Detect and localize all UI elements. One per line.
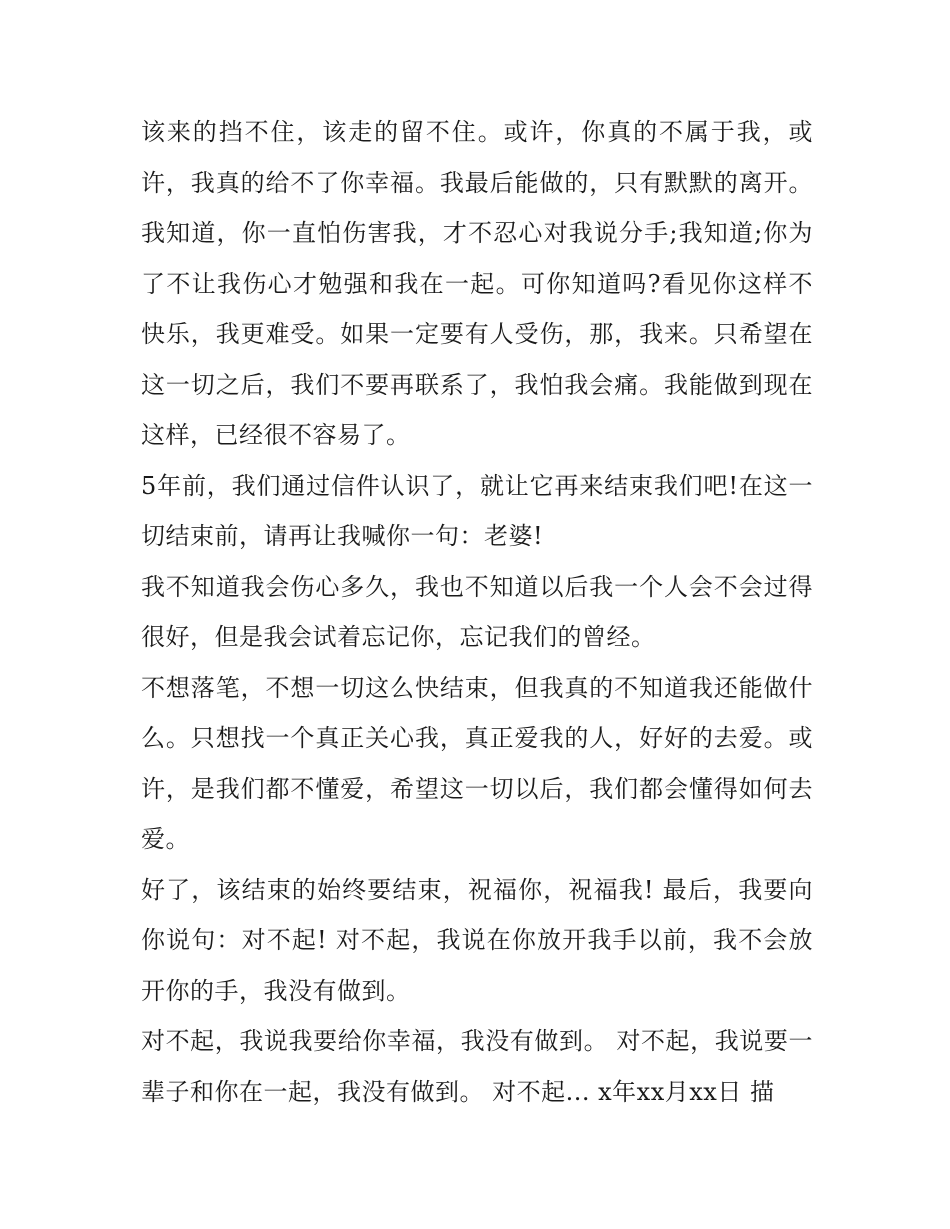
paragraph-3: 我不知道我会伤心多久，我也不知道以后我一个人会不会过得很好，但是我会试着忘记你，忘记我们的曾经。 bbox=[141, 572, 813, 651]
paragraph-2: 5年前，我们通过信件认识了，就让它再来结束我们吧!在这一切结束前，请再让我喊你一句：老婆! bbox=[141, 471, 813, 550]
paragraph-5: 好了，该结束的始终要结束，祝福你，祝福我! 最后，我要向你说句：对不起! 对不起，我说在你放开我手以前，我不会放开你的手，我没有做到。 bbox=[141, 875, 813, 1005]
paragraph-1: 该来的挡不住，该走的留不住。或许，你真的不属于我，或许，我真的给不了你幸福。我最后能做的，只有默默的离开。我知道，你一直怕伤害我，才不忍心对我说分手;我知道;你为了不让我伤心才勉强和我在一起。可你知道吗?看见你这样不快乐，我更难受。如果一定要有人受伤，那，我来。只希望在这一切之后，我们不要再联系了，我怕我会痛。我能做到现在这样，已经很不容易了。 bbox=[141, 118, 813, 449]
document-body bbox=[141, 107, 813, 1117]
paragraph-4: 不想落笔，不想一切这么快结束，但我真的不知道我还能做什么。只想找一个真正关心我，真正爱我的人，好好的去爱。或许，是我们都不懂爱，希望这一切以后，我们都会懂得如何去爱。 bbox=[141, 673, 813, 853]
paragraph-6: 对不起，我说我要给你幸福，我没有做到。 对不起，我说要一辈子和你在一起，我没有做到。 对不起... x年xx月xx日 描 bbox=[141, 1027, 813, 1106]
